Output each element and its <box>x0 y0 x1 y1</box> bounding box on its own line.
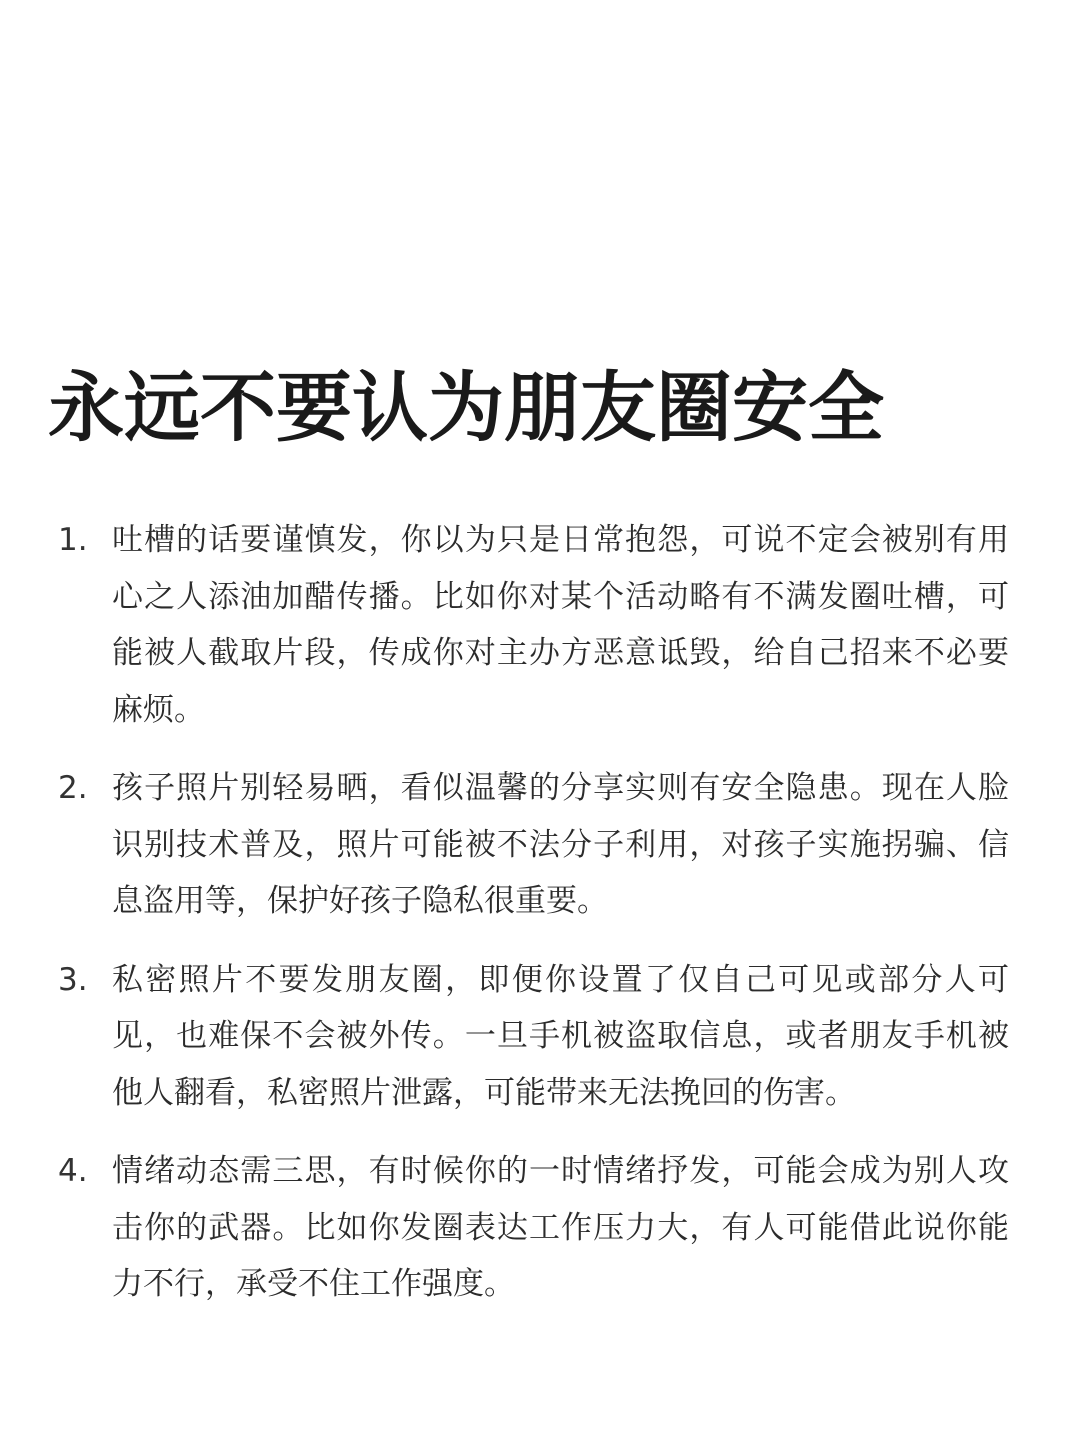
list-item-number: 2. <box>58 770 88 806</box>
page-title: 永远不要认为朋友圈安全 <box>48 363 884 452</box>
list-item-number: 1. <box>58 522 88 558</box>
list-item-text: 孩子照片别轻易晒，看似温馨的分享实则有安全隐患。现在人脸识别技术普及，照片可能被不法分子利用，对孩子实施拐骗、信息盗用等，保护好孩子隐私很重要。 <box>112 770 1009 919</box>
list-item <box>58 760 1018 930</box>
list-item-number: 3. <box>58 961 88 998</box>
list-item <box>58 952 1018 1122</box>
list-item-text: 情绪动态需三思，有时候你的一时情绪抒发，可能会成为别人攻击你的武器。比如你发圈表达工作压力大，有人可能借此说你能力不行，承受不住工作强度。 <box>112 1153 1009 1302</box>
list-item <box>58 512 1018 738</box>
list-item <box>58 1143 1018 1313</box>
list-item-number: 4. <box>58 1153 88 1189</box>
tips-list <box>58 512 1018 1335</box>
list-item-text: 私密照片不要发朋友圈，即便你设置了仅自己可见或部分人可见，也难保不会被外传。一旦手机被盗取信息，或者朋友手机被他人翻看，私密照片泄露，可能带来无法挽回的伤害。 <box>112 961 1009 1111</box>
list-item-text: 吐槽的话要谨慎发，你以为只是日常抱怨，可说不定会被别有用心之人添油加醋传播。比如你对某个活动略有不满发圈吐槽，可能被人截取片段，传成你对主办方恶意诋毁，给自己招来不必要麻烦。 <box>112 522 1009 728</box>
